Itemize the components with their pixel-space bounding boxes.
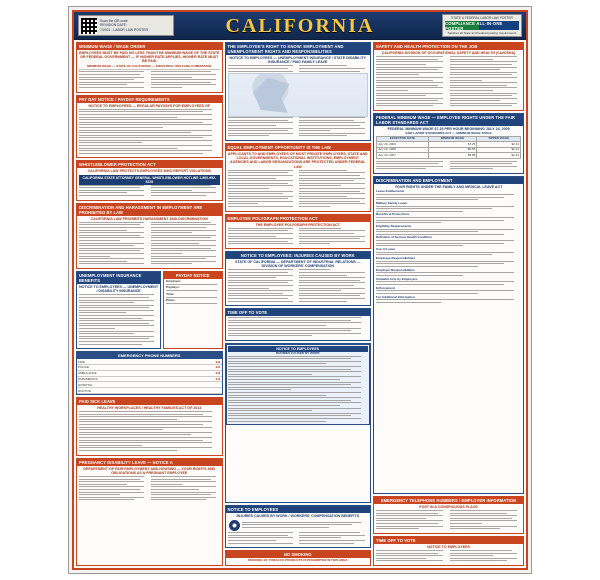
fmla-heading: Employee Responsibilities bbox=[376, 256, 416, 261]
page-margin-right bbox=[532, 0, 600, 580]
payday-field-place: Place: bbox=[166, 298, 176, 303]
body-text-lines-2 bbox=[228, 532, 369, 545]
panel-body bbox=[374, 549, 523, 565]
panel-notice-to-employees-benefits bbox=[225, 505, 372, 548]
body-text-lines bbox=[79, 222, 220, 266]
panel-body bbox=[226, 169, 371, 211]
panel-emergency-telephone-numbers bbox=[373, 496, 524, 534]
panel-body bbox=[77, 108, 222, 158]
panel-wage-notice-to-employees bbox=[225, 343, 372, 503]
body-text-lines bbox=[228, 65, 369, 73]
body-text-lines bbox=[228, 228, 369, 246]
panel-body bbox=[226, 64, 371, 140]
panel-body bbox=[374, 55, 523, 110]
panel-title: PREGNANCY DISABILITY LEAVE — NOTICE A bbox=[77, 459, 222, 466]
body-text-lines bbox=[376, 550, 521, 563]
body-text-lines bbox=[79, 294, 158, 344]
panel-payday-notice bbox=[76, 95, 223, 159]
table-cell: $6.55 bbox=[428, 147, 477, 152]
fmla-heading: Benefits & Protections bbox=[376, 212, 410, 217]
panel-minimum-wage bbox=[76, 42, 223, 93]
panel-body bbox=[374, 509, 523, 533]
fmla-heading: Leave Entitlements bbox=[376, 189, 405, 194]
fmla-heading: Enforcement bbox=[376, 285, 395, 290]
body-text-lines bbox=[79, 411, 220, 451]
panel-employee-polygraph-protection bbox=[225, 214, 372, 249]
body-text-lines bbox=[79, 109, 220, 154]
table-cell: $2.13 bbox=[477, 142, 521, 147]
body-text-lines bbox=[79, 476, 220, 502]
panel-no-smoking bbox=[225, 550, 372, 566]
no-smoking-text: SMOKING OF TOBACCO PRODUCTS IS PROHIBITED IN THIS AREA bbox=[247, 558, 348, 563]
panel-injuries-caused-by-work bbox=[225, 251, 372, 306]
panel-title: SAFETY AND HEALTH PROTECTION ON THE JOB bbox=[374, 43, 523, 50]
phone-label: FIRE bbox=[78, 359, 85, 364]
panel-safety-health-protection bbox=[373, 42, 524, 111]
panel-subtitle: HEALTHY WORKPLACES / HEALTHY FAMILIES ACT OF 2014 bbox=[97, 405, 202, 410]
agency-logo-row bbox=[228, 519, 369, 532]
panel-whistleblower-protection bbox=[76, 160, 223, 200]
table-cell: $5.85 bbox=[428, 153, 477, 158]
fmla-section bbox=[376, 190, 521, 303]
table-header-cell: MINIMUM WAGE bbox=[428, 137, 477, 142]
panel-time-off-to-vote-federal bbox=[373, 536, 524, 566]
table-cell: $2.13 bbox=[477, 147, 521, 152]
panel-body bbox=[77, 410, 222, 455]
panel-subtitle: FEDERAL MINIMUM WAGE $7.25 PER HOUR BEGINNING JULY 24, 2009 bbox=[387, 127, 510, 132]
panel-title: TIME OFF TO VOTE bbox=[374, 537, 523, 544]
table-header-cell: TIPPED WAGE bbox=[477, 137, 521, 142]
panel-title: EMPLOYEE POLYGRAPH PROTECTION ACT bbox=[226, 215, 371, 222]
panel-discrimination-harassment bbox=[76, 203, 223, 269]
fmla-heading: Military Family Leave bbox=[376, 200, 408, 205]
body-text-lines bbox=[242, 522, 368, 530]
body-text-lines bbox=[228, 356, 369, 422]
california-map-image bbox=[228, 73, 369, 117]
panel-title: DISCRIMINATION AND EMPLOYMENT bbox=[374, 177, 523, 184]
panel-payday-box bbox=[163, 271, 222, 349]
panel-subtitle: NOTICE TO EMPLOYEES — UNEMPLOYMENT INSURANCE / STATE DISABILITY INSURANCE / PAID FAMILY LEAVE bbox=[229, 56, 367, 65]
panel-title: FEDERAL MINIMUM WAGE — EMPLOYEE RIGHTS UNDER THE FAIR LABOR STANDARDS ACT bbox=[374, 114, 523, 126]
table-header-cell: EFFECTIVE DATE bbox=[377, 137, 429, 142]
phone-row bbox=[77, 388, 222, 394]
panel-subtitle: CALIFORNIA LAW PROTECTS EMPLOYEES WHO REPORT VIOLATIONS bbox=[87, 169, 211, 174]
table-cell: July 24, 2009 bbox=[377, 142, 429, 147]
qr-badge-text bbox=[99, 19, 148, 32]
body-text-lines bbox=[79, 185, 220, 198]
panel-pregnancy-disability-leave bbox=[76, 458, 223, 566]
panel-body bbox=[226, 227, 371, 248]
panel-body bbox=[374, 131, 523, 173]
poster-column-3 bbox=[373, 42, 524, 566]
panel-subtitle: EMPLOYEES MUST BE PAID NO LESS THAN THE MINIMUM WAGE OF THE STATE OR FEDERAL GOVERNMENT — IF HIGHER RATE APPLIES, HIGHER RATE MUST BE PAID bbox=[79, 51, 220, 64]
body-text-lines bbox=[376, 56, 521, 108]
panel-body bbox=[226, 268, 371, 305]
payday-box-body bbox=[164, 279, 221, 308]
panel-subtitle: CALIFORNIA LAW PROHIBITS HARASSMENT AND DISCRIMINATION bbox=[90, 216, 208, 221]
fmla-heading: Employer Responsibilities bbox=[376, 267, 415, 272]
divider bbox=[79, 69, 220, 70]
panel-title: TIME OFF TO VOTE bbox=[226, 309, 371, 316]
wage-notice-subtitle: INJURIES CAUSED BY WORK bbox=[275, 350, 320, 355]
phone-label: PARAMEDICS bbox=[78, 376, 98, 381]
panel-title: WHISTLEBLOWER PROTECTION ACT bbox=[77, 161, 222, 168]
table-cell: $2.13 bbox=[477, 153, 521, 158]
panel-subtitle: THE EMPLOYEE POLYGRAPH PROTECTION ACT bbox=[255, 222, 340, 227]
panel-body bbox=[77, 64, 222, 92]
body-text-lines bbox=[376, 161, 521, 171]
table-cell: July 24, 2007 bbox=[377, 153, 429, 158]
table-cell: July 24, 2008 bbox=[377, 147, 429, 152]
qr-badge-line2: REVISION DATE: bbox=[100, 23, 127, 28]
panel-subtitle: NOTICE TO EMPLOYEES — REGULAR PAYDAYS FOR EMPLOYEES OF bbox=[88, 103, 211, 108]
panel-body bbox=[77, 293, 160, 348]
panel-subtitle: STATE OF CALIFORNIA — DEPARTMENT OF INDUSTRIAL RELATIONS — DIVISION OF WORKERS' COMPENSATION bbox=[235, 260, 361, 269]
payday-box-title: PAYDAY NOTICE bbox=[164, 272, 221, 279]
phone-label: AMBULANCE bbox=[78, 371, 97, 376]
panel-subtitle: NOTICE TO EMPLOYEES bbox=[427, 544, 470, 549]
poster-column-2 bbox=[225, 42, 372, 566]
fmla-heading: Unlawful Acts by Employers bbox=[376, 276, 418, 281]
panel-title: EMERGENCY TELEPHONE NUMBERS / EMPLOYER INFORMATION bbox=[374, 497, 523, 504]
panel-unemployment-insurance bbox=[76, 271, 161, 349]
payday-field-time: Time: bbox=[166, 291, 175, 296]
payday-field-employer: Employer: bbox=[166, 278, 182, 283]
table-cell: $7.25 bbox=[428, 142, 477, 147]
page-margin-left bbox=[0, 0, 68, 580]
federal-wage-table bbox=[376, 136, 521, 159]
panel-time-off-to-vote bbox=[225, 308, 372, 341]
state-seal-icon bbox=[229, 520, 240, 531]
table-row bbox=[377, 153, 521, 158]
panel-title: UNEMPLOYMENT INSURANCE BENEFITS bbox=[77, 272, 160, 284]
compliance-badge-bar: COMPLIANCE ALL-IN-ONE POSTER bbox=[445, 21, 519, 30]
qr-code-icon bbox=[81, 18, 97, 34]
qr-badge-line3: 7/2021 - LABOR LAW POSTER bbox=[100, 27, 148, 32]
fmla-heading: Definition of Serious Health Condition bbox=[376, 235, 432, 240]
qr-badge-line1: Scan the QR code bbox=[100, 18, 128, 23]
panel-subtitle: CALIFORNIA DIVISION OF OCCUPATIONAL SAFETY AND HEALTH (Cal/OSHA) bbox=[381, 51, 516, 55]
qr-badge bbox=[78, 15, 174, 36]
panel-body bbox=[226, 316, 371, 340]
body-text-lines bbox=[376, 510, 521, 531]
panel-title: MINIMUM WAGE / WAGE ORDER bbox=[77, 43, 222, 50]
poster-columns bbox=[74, 40, 526, 568]
panel-subtitle: POST IN A CONSPICUOUS PLACE bbox=[419, 504, 478, 509]
panel-body bbox=[77, 221, 222, 268]
panel-subtitle: APPLICANTS TO AND EMPLOYEES OF MOST PRIVATE EMPLOYERS, STATE AND LOCAL GOVERNMENTS, EDUCATIONAL INSTITUTIONS, EMPLOYMENT AGENCIES AND LABOR ORGANIZATIONS ARE PROTECTED UNDER FEDERAL LAW bbox=[227, 151, 368, 169]
panel-row-ui-payday bbox=[76, 271, 223, 349]
emergency-box-title: EMERGENCY PHONE NUMBERS bbox=[77, 352, 222, 359]
phone-label: DOCTOR bbox=[78, 388, 91, 393]
panel-title: THE EMPLOYEE'S RIGHT TO KNOW: EMPLOYMENT AND UNEMPLOYMENT RIGHTS AND RESPONSIBILITIES bbox=[226, 43, 371, 55]
panel-equal-employment-opportunity bbox=[225, 143, 372, 212]
panel-emergency-phone-numbers bbox=[76, 351, 223, 395]
panel-subtitle: NOTICE TO EMPLOYEES — UNEMPLOYMENT / DISABILITY INSURANCE bbox=[79, 284, 159, 294]
payday-field-paydays: Paydays: bbox=[166, 285, 180, 290]
compliance-badge-line2: Satisfies all State and Federal posting requirements bbox=[447, 31, 517, 35]
panel-subtitle: YOUR RIGHTS UNDER THE FAMILY AND MEDICAL LEAVE ACT bbox=[394, 184, 503, 189]
panel-title: NOTICE TO EMPLOYEES bbox=[226, 506, 371, 513]
panel-body bbox=[226, 518, 371, 547]
panel-title: NOTICE TO EMPLOYEES: INJURIES CAUSED BY WORK bbox=[226, 252, 371, 259]
phone-value: 911 bbox=[215, 359, 221, 364]
panel-paid-sick-leave bbox=[76, 397, 223, 456]
panel-subtitle: DEPARTMENT OF FAIR EMPLOYMENT AND HOUSING — YOUR RIGHTS AND OBLIGATIONS AS A PREGNANT EMPLOYEE bbox=[83, 466, 216, 475]
no-smoking-title: NO SMOKING bbox=[226, 551, 371, 558]
panel-body bbox=[374, 189, 523, 306]
body-text-lines-2 bbox=[228, 117, 369, 138]
body-text-lines bbox=[228, 317, 369, 336]
panel-body bbox=[226, 558, 371, 565]
body-text-lines bbox=[79, 71, 220, 89]
poster-column-1 bbox=[76, 42, 223, 566]
panel-family-medical-leave-act bbox=[373, 176, 524, 494]
panel-body bbox=[77, 475, 222, 504]
poster-header bbox=[74, 12, 526, 40]
phone-value: 911 bbox=[215, 376, 221, 381]
poster-inner-border bbox=[72, 10, 528, 570]
panel-subtitle: INJURIES CAUSED BY WORK / WORKERS' COMPENSATION BENEFITS bbox=[236, 514, 360, 519]
panel-title: DISCRIMINATION AND HARASSMENT IN EMPLOYMENT ARE PROHIBITED BY LAW bbox=[77, 204, 222, 216]
phone-value: 911 bbox=[215, 365, 221, 370]
phone-label: POLICE bbox=[78, 365, 90, 370]
labor-law-poster bbox=[68, 6, 532, 574]
panel-title: PAID SICK LEAVE bbox=[77, 398, 222, 405]
compliance-badge bbox=[442, 14, 522, 37]
wage-notice-box bbox=[226, 344, 371, 425]
panel-employee-right-to-know bbox=[225, 42, 372, 141]
panel-federal-minimum-wage bbox=[373, 113, 524, 174]
fmla-heading: For Additional Information bbox=[376, 294, 415, 299]
panel-body bbox=[77, 174, 222, 200]
body-text-lines bbox=[228, 269, 369, 303]
emergency-phone-list bbox=[77, 359, 222, 394]
phone-label: HOSPITAL bbox=[78, 382, 93, 387]
whistleblower-hotline: CALIFORNIA STATE ATTORNEY GENERAL WHISTLEBLOWER HOTLINE 1-800-952-5225 bbox=[79, 175, 220, 185]
panel-title: EQUAL EMPLOYMENT OPPORTUNITY IS THE LAW bbox=[226, 144, 371, 151]
panel-note: MINIMUM WAGE — STATE OF CALIFORNIA — INDUSTRIAL WELFARE COMMISSION bbox=[87, 63, 212, 68]
page-title: CALIFORNIA bbox=[225, 15, 375, 37]
fmla-heading: Use of Leave bbox=[376, 247, 396, 252]
wage-notice-title: NOTICE TO EMPLOYEES bbox=[228, 346, 369, 352]
compliance-badge-line1: STATE & FEDERAL LABOR LAW POSTER bbox=[451, 16, 513, 20]
body-text-lines bbox=[228, 170, 369, 209]
wage-table-caption: FAIR LABOR STANDARDS ACT — MINIMUM WAGE TABLE bbox=[405, 131, 492, 136]
fmla-heading: Eligibility Requirements bbox=[376, 223, 412, 228]
panel-title: PAY DAY NOTICE / PAYDAY REQUIREMENTS bbox=[77, 96, 222, 103]
phone-value: 911 bbox=[215, 371, 221, 376]
